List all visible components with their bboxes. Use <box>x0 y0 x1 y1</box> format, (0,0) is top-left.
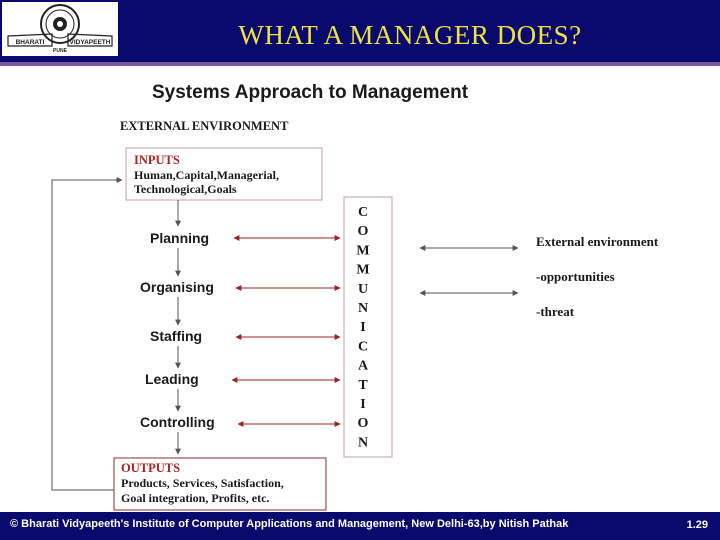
communication-letter: M <box>356 262 370 278</box>
communication-letter: N <box>357 301 369 316</box>
communication-letter: O <box>357 416 369 432</box>
opportunities-text: -opportunities <box>536 269 615 284</box>
threat-text: -threat <box>536 304 575 319</box>
function-planning: Planning <box>150 230 210 246</box>
function-controlling: Controlling <box>140 414 215 430</box>
page-number: 1.29 <box>686 519 708 531</box>
communication-letter: A <box>357 358 369 374</box>
slide-footer <box>0 512 720 540</box>
communication-letter: I <box>360 397 366 412</box>
outputs-heading: OUTPUTS <box>121 461 181 475</box>
footer-copyright: © Bharati Vidyapeeth's Institute of Computer Applications and Management, New Delhi-63,by Nitish Pathak <box>10 518 569 530</box>
communication-letter: U <box>357 281 369 297</box>
function-organising: Organising <box>140 279 214 295</box>
slide-title: WHAT A MANAGER DOES? <box>238 20 582 50</box>
diagram-title: Systems Approach to Management <box>152 82 469 103</box>
logo-text-bottom: PUNE <box>53 48 67 54</box>
logo-text-right: VIDYAPEETH <box>69 39 111 46</box>
communication-letter: O <box>357 224 369 240</box>
inputs-line-2: Technological,Goals <box>134 182 237 196</box>
communication-letter: C <box>357 339 369 355</box>
communication-letter: C <box>357 205 369 220</box>
external-environment-text: External environment <box>536 234 659 249</box>
inputs-heading: INPUTS <box>134 153 180 167</box>
function-staffing: Staffing <box>150 328 203 344</box>
communication-letter: T <box>358 377 368 393</box>
communication-letter: I <box>360 320 366 336</box>
inputs-line-1: Human,Capital,Managerial, <box>134 168 280 182</box>
outputs-line-1: Products, Services, Satisfaction, <box>121 476 284 490</box>
external-environment-label: EXTERNAL ENVIRONMENT <box>120 119 289 133</box>
outputs-line-2: Goal integration, Profits, etc. <box>121 491 270 505</box>
communication-letters <box>356 205 369 450</box>
function-leading: Leading <box>145 371 199 387</box>
feedback-loop-arrow <box>52 180 122 490</box>
communication-letter: N <box>357 435 369 451</box>
logo-text-left: BHARATI <box>15 39 45 46</box>
communication-letter: M <box>356 243 370 259</box>
